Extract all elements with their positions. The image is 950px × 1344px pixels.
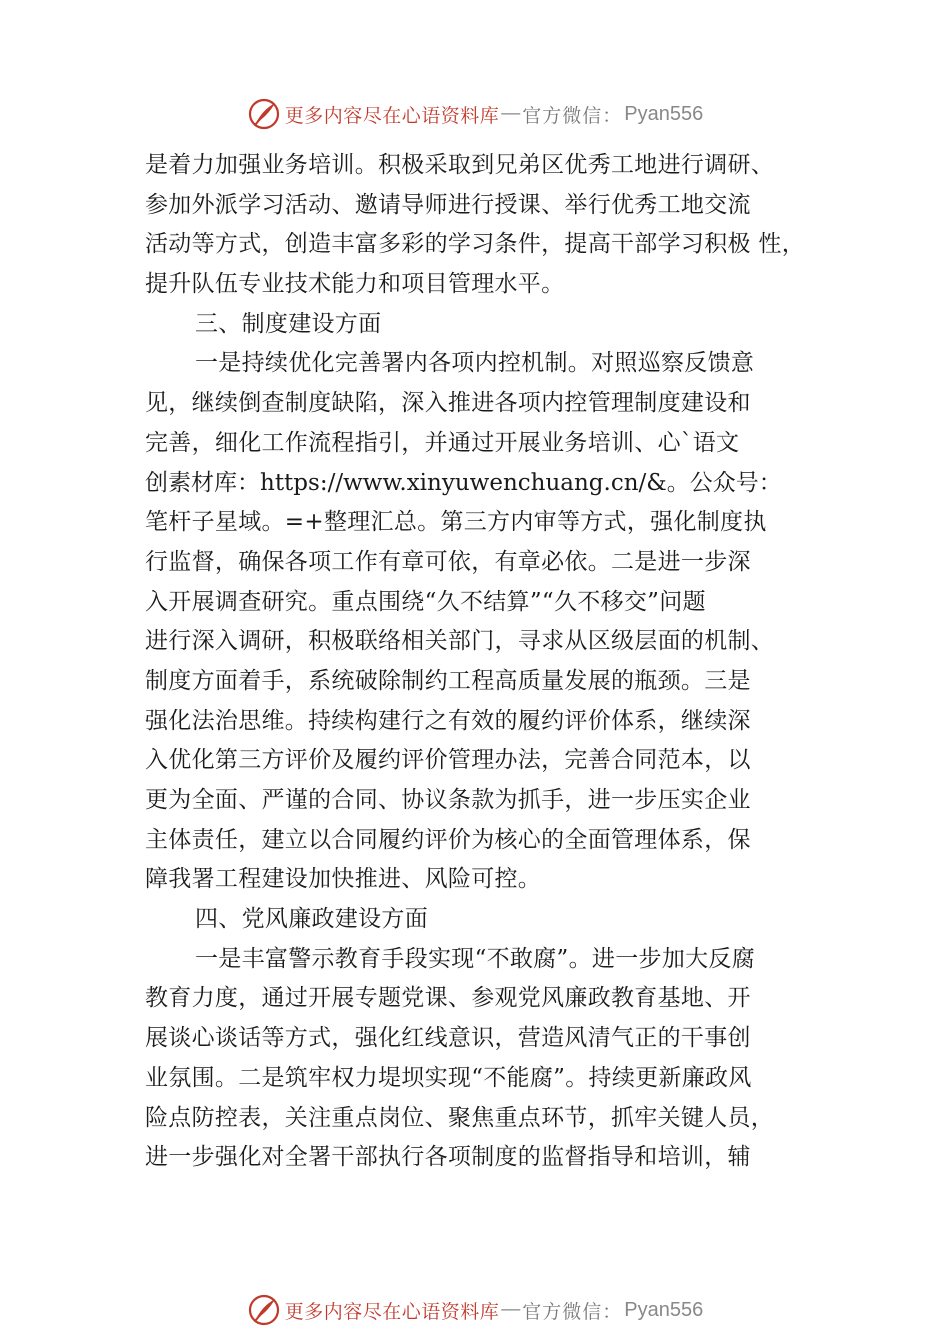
text-line: 强化法治思维。持续构建行之有效的履约评价体系，继续深 [145,707,751,734]
text-line: 展谈心谈话等方式，强化红线意识，营造风清气正的干事创 [145,1025,751,1052]
text-line: 行监督，确保各项工作有章可依，有章必依。二是进一步深 [145,548,751,575]
text-line: 主体责任，建立以合同履约评价为核心的全面管理体系，保 [145,826,751,853]
text-line: 业氛围。二是筑牢权力堤坝实现“不能腐”。持续更新廉政风 [145,1064,752,1091]
text-line: 参加外派学习活动、邀请导师进行授课、举行优秀工地交流 [145,191,751,218]
text-line: 入开展调查研究。重点围绕“久不结算”“久不移交”问题 [145,588,706,615]
text-line: 一是持续优化完善署内各项内控机制。对照巡察反馈意 [195,350,755,377]
banner-brand-text: 更多内容尽在心语资料库 [284,1300,500,1323]
section-heading-4: 四、党风廉政建设方面 [195,906,428,933]
quill-logo-icon [247,97,281,131]
text-line: 活动等方式，创造丰富多彩的学习条件，提高干部学习积极 性， [145,231,806,258]
document-body [145,146,845,1178]
text-line: 进一步强化对全署干部执行各项制度的监督指导和培训，辅 [145,1144,751,1171]
banner-dash: — [501,1299,521,1320]
header-banner [0,94,950,134]
text-line: 更为全面、严谨的合同、协议条款为抓手，进一步压实企业 [145,787,751,813]
banner-dash: — [501,103,521,124]
text-line: 进行深入调研，积极联络相关部门，寻求从区级层面的机制、 [145,628,775,655]
banner-brand-text: 更多内容尽在心语资料库 [284,104,500,127]
text-line: 教育力度，通过开展专题党课、参观党风廉政教育基地、开 [145,985,751,1012]
banner-wechat-id: Pyan556 [624,102,704,125]
text-line: 笔杆子星域。=+整理汇总。第三方内审等方式，强化制度执 [145,509,767,536]
text-line: 一是丰富警示教育手段实现“不敢腐”。进一步加大反腐 [195,945,756,972]
section-heading-3: 三、制度建设方面 [195,310,382,337]
banner-wechat-label: 官方微信： [522,1300,623,1323]
footer-banner [0,1290,950,1330]
text-line: 障我署工程建设加快推进、风险可控。 [145,866,542,893]
text-line: 入优化第三方评价及履约评价管理办法，完善合同范本，以 [145,747,751,774]
banner-wechat-id: Pyan556 [624,1298,704,1321]
quill-logo-icon [247,1293,281,1327]
text-line: 提升队伍专业技术能力和项目管理水平。 [145,271,565,298]
text-line: 制度方面着手，系统破除制约工程高质量发展的瓶颈。三是 [145,667,751,694]
text-line: 是着力加强业务培训。积极采取到兄弟区优秀工地进行调研、 [145,152,775,178]
banner-wechat-label: 官方微信： [522,104,623,127]
text-line: 完善，细化工作流程指引，并通过开展业务培训、心`语文 [145,429,740,456]
text-line: 险点防控表，关注重点岗位、聚焦重点环节，抓牢关键人员， [145,1104,775,1131]
text-line: 见，继续倒查制度缺陷，深入推进各项内控管理制度建设和 [145,390,751,417]
text-line: 创素材库：https://www.xinyuwenchuang.cn/&。公众号： [145,469,782,496]
